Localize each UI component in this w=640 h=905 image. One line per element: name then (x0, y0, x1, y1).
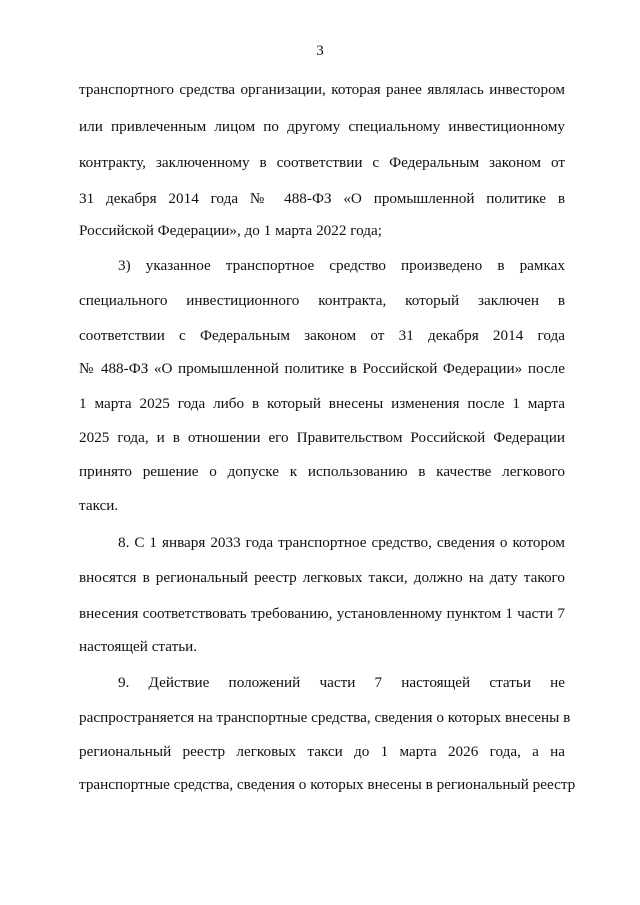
text-line: транспортные средства, сведения о которых внесены в региональный реестр (79, 776, 576, 793)
text-line: контракту, заключенному в соответствии с Федеральным законом от (79, 154, 565, 171)
text-line: 8. С 1 января 2033 года транспортное средство, сведения о котором (118, 534, 565, 551)
text-line: 1 марта 2025 года либо в который внесены изменения после 1 марта (79, 395, 565, 412)
text-line: 9. Действие положений части 7 настоящей статьи не (118, 674, 565, 691)
text-line: 2025 года, и в отношении его Правительством Российской Федерации (79, 429, 565, 446)
text-line: соответствии с Федеральным законом от 31 декабря 2014 года (79, 327, 565, 344)
text-line: вносятся в региональный реестр легковых такси, должно на дату такого (79, 569, 565, 586)
page-number: 3 (316, 43, 324, 59)
text-line: или привлеченным лицом по другому специальному инвестиционному (79, 118, 565, 135)
text-line: внесения соответствовать требованию, установленному пунктом 1 части 7 (79, 605, 565, 622)
text-line: специального инвестиционного контракта, который заключен в (79, 292, 565, 309)
text-line: принято решение о допуске к использованию в качестве легкового (79, 463, 565, 480)
text-line: настоящей статьи. (79, 638, 198, 655)
text-line: такси. (79, 497, 119, 514)
text-line: региональный реестр легковых такси до 1 марта 2026 года, а на (79, 743, 565, 760)
text-line: 3) указанное транспортное средство произведено в рамках (118, 257, 565, 274)
text-line: транспортного средства организации, которая ранее являлась инвестором (79, 81, 565, 98)
text-line: распространяется на транспортные средства, сведения о которых внесены в (79, 709, 571, 726)
text-line: Российской Федерации», до 1 марта 2022 года; (79, 222, 382, 239)
text-line: № 488-ФЗ «О промышленной политике в Российской Федерации» после (79, 360, 565, 377)
text-line: 31 декабря 2014 года № 488-ФЗ «О промышленной политике в (79, 190, 565, 207)
